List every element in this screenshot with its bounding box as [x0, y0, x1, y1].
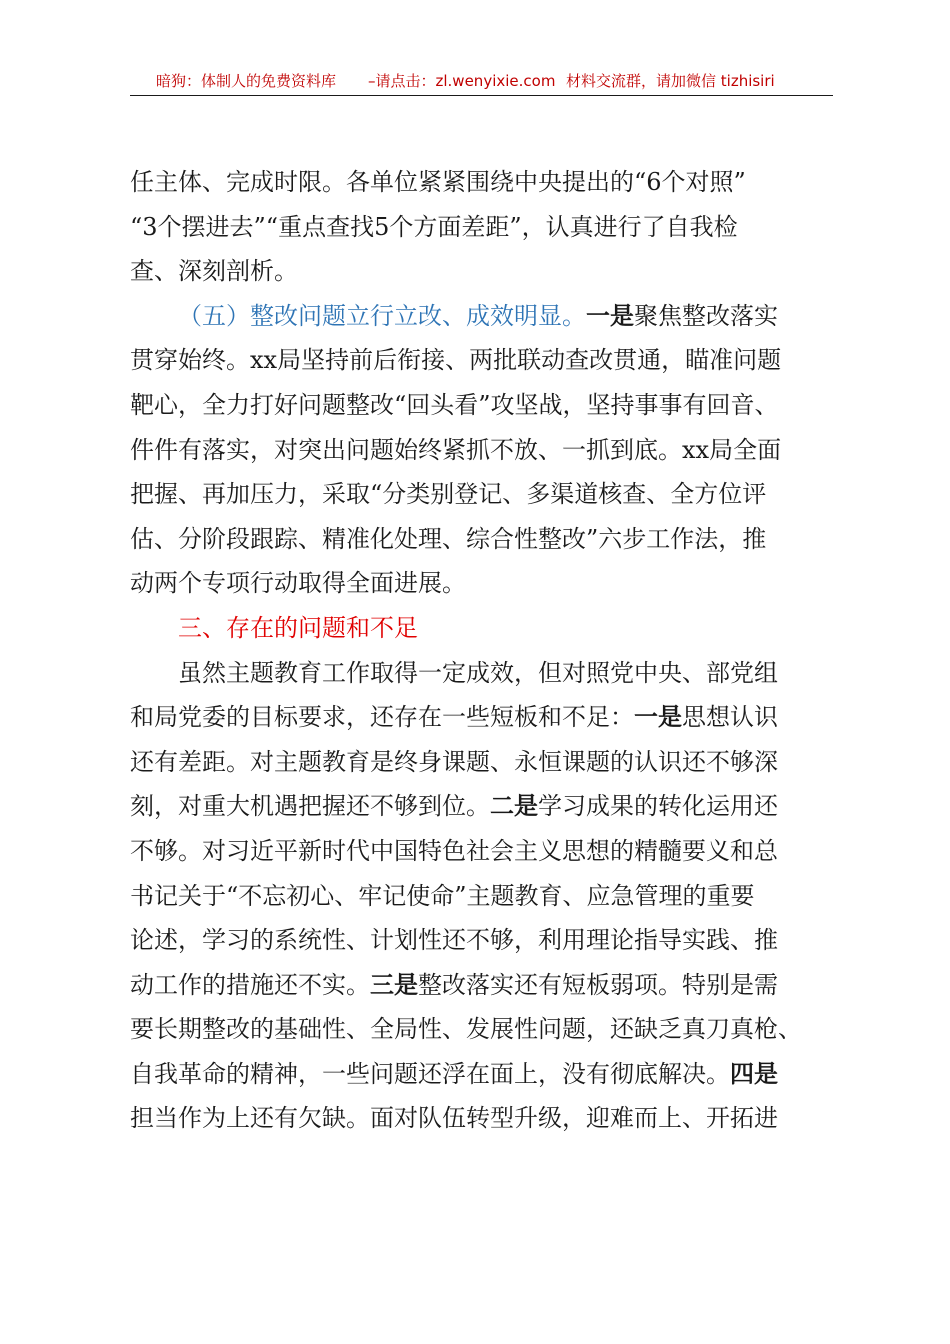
- text-line: 要长期整改的基础性、全局性、发展性问题，还缺乏真刀真枪、: [130, 1015, 802, 1044]
- text-line: 估、分阶段跟踪、精准化处理、综合性整改”六步工作法，推: [130, 524, 767, 553]
- header-contact: 材料交流群，请加微信 tizhisiri: [566, 72, 775, 90]
- text-line: 论述，学习的系统性、计划性还不够，利用理论指导实践、推: [130, 926, 778, 955]
- text-line: 不够。对习近平新时代中国特色社会主义思想的精髓要义和总: [130, 836, 778, 865]
- bold-marker: 一是: [586, 301, 634, 330]
- bold-marker: 二是: [490, 792, 538, 821]
- text-run: 整改落实还有短板弱项。特别是需: [418, 970, 778, 999]
- text-line: [130, 695, 833, 740]
- header-link[interactable]: –请点击：zl.wenyixie.com: [368, 72, 556, 90]
- text-line: 担当作为上还有欠缺。面对队伍转型升级，迎难而上、开拓进: [130, 1104, 778, 1133]
- text-run: 思想认识: [682, 703, 778, 732]
- text-run: 自我革命的精神，一些问题还浮在面上，没有彻底解决。: [130, 1059, 730, 1088]
- text-run: 学习成果的转化运用还: [538, 792, 778, 821]
- text-line: 靶心，全力打好问题整改“回头看”攻坚战，坚持事事有回音、: [130, 390, 779, 419]
- text-line: [130, 784, 833, 829]
- text-line: 动两个专项行动取得全面进展。: [130, 569, 466, 598]
- text-line: [130, 1052, 833, 1097]
- subsection-5-heading: （五）整改问题立行立改、成效明显。: [178, 301, 586, 330]
- section-3-title: 三、存在的问题和不足: [178, 613, 418, 642]
- text-run: 动工作的措施还不实。: [130, 970, 370, 999]
- bold-marker: 四是: [730, 1059, 778, 1088]
- text-run: 刻，对重大机遇把握还不够到位。: [130, 792, 490, 821]
- header-site-name: 暗狗：体制人的免费资料库: [156, 72, 337, 90]
- text-line: 查、深刻剖析。: [130, 257, 298, 286]
- text-line: 虽然主题教育工作取得一定成效，但对照党中央、部党组: [178, 658, 778, 687]
- bold-marker: 一是: [634, 703, 682, 732]
- document-body: [130, 160, 833, 1141]
- text-line: 任主体、完成时限。各单位紧紧围绕中央提出的“6个对照”: [130, 168, 746, 196]
- header-divider: [130, 95, 833, 96]
- text-line: “3个摆进去”“重点查找5个方面差距”，认真进行了自我检: [130, 212, 738, 241]
- text-line: 件件有落实，对突出问题始终紧抓不放、一抓到底。xx局全面: [130, 435, 782, 464]
- subsection-5-line: [130, 294, 833, 339]
- text-line: 把握、再加压力，采取“分类别登记、多渠道核查、全方位评: [130, 480, 767, 509]
- text-line: 书记关于“不忘初心、牢记使命”主题教育、应急管理的重要: [130, 881, 755, 910]
- text-line: 还有差距。对主题教育是终身课题、永恒课题的认识还不够深: [130, 747, 778, 776]
- bold-marker: 三是: [370, 970, 418, 999]
- text-run: 和局党委的目标要求，还存在一些短板和不足：: [130, 703, 634, 732]
- text-run: 聚焦整改落实: [634, 301, 778, 330]
- text-line: [130, 963, 833, 1008]
- text-line: 贯穿始终。xx局坚持前后衔接、两批联动查改贯通，瞄准问题: [130, 346, 782, 375]
